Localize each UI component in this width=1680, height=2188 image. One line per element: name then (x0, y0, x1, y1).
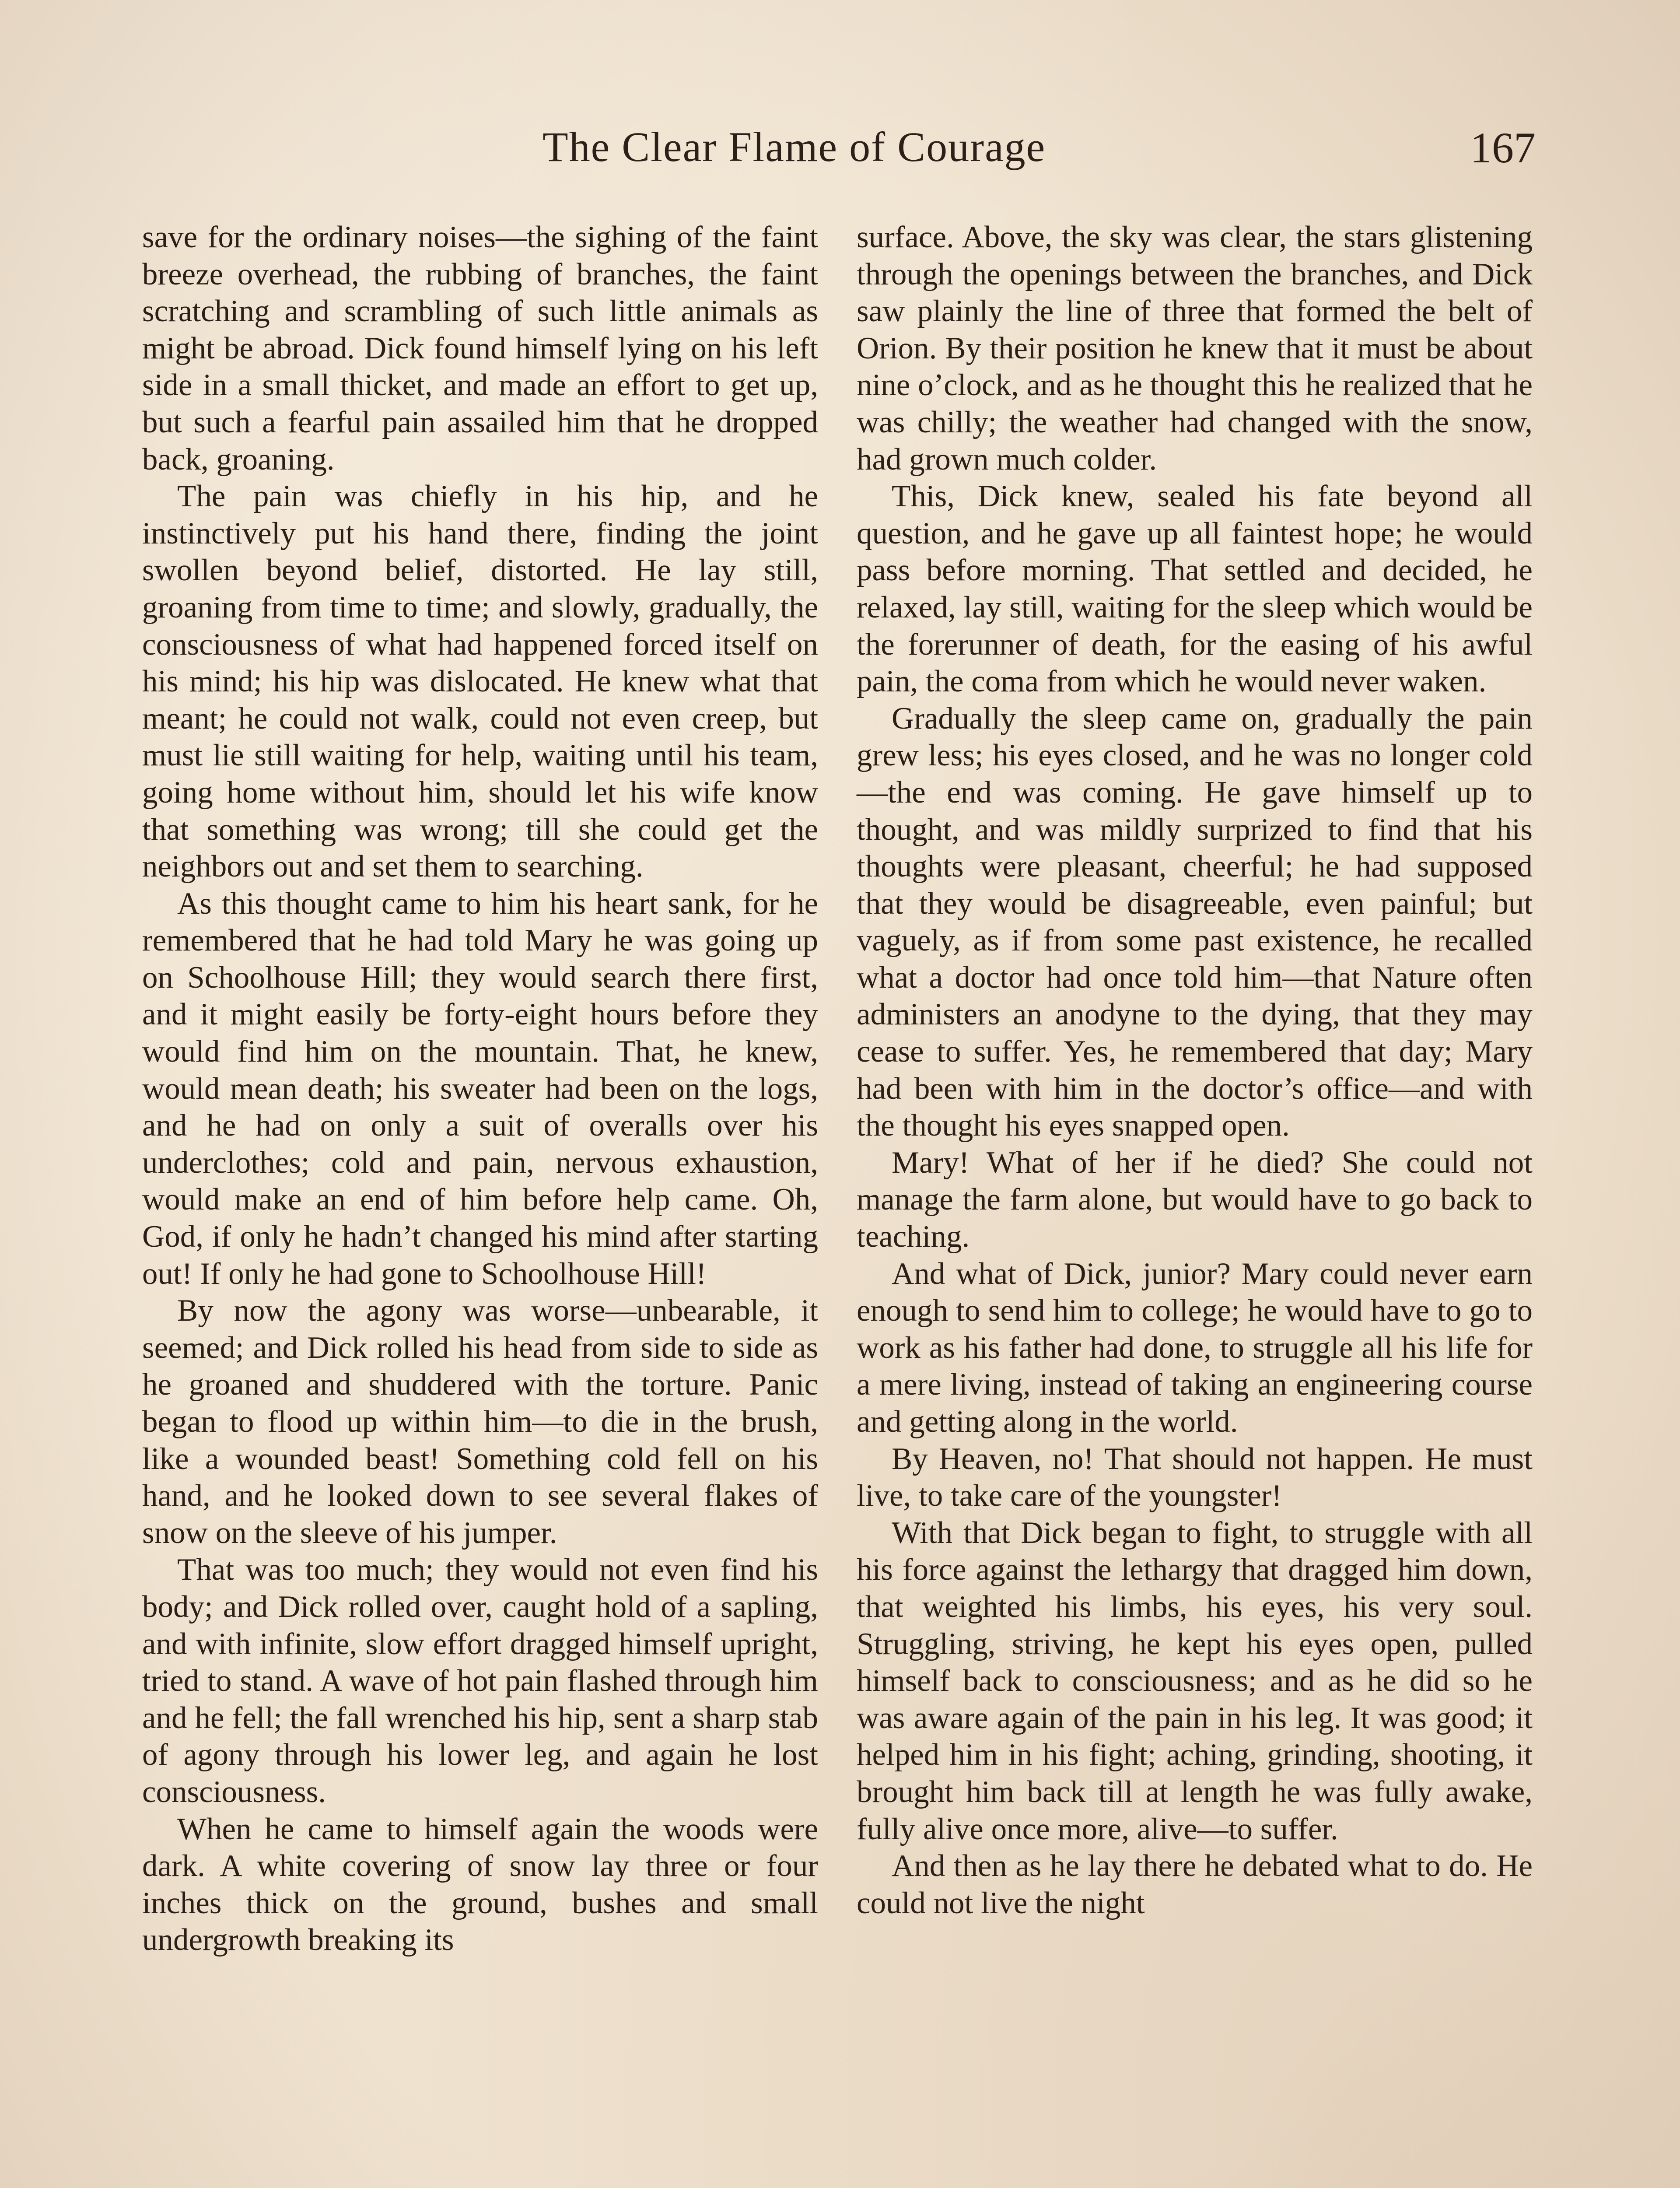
paragraph: The pain was chiefly in his hip, and he instinctively put his hand there, finding the joint swollen beyond belief, distorted. He lay still, groaning from time to time; and slowly, gradually, the consciousness of what had happened forced itself on his mind; his hip was dislocated. He knew what that meant; he could not walk, could not even creep, but must lie still waiting for help, waiting until his team, going home without him, should let his wife know that something was wrong; till she could get the neighbors out and set them to searching. (142, 479, 818, 884)
paragraph: And then as he lay there he debated what to do. He could not live the night (857, 1849, 1533, 1920)
right-column (857, 219, 1533, 1922)
page-header (0, 123, 1680, 184)
paragraph: And what of Dick, junior? Mary could never earn enough to send him to college; he would have to go to work as his father had done, to struggle all his life for a mere living, instead of taking an engineering course and getting along in the world. (857, 1256, 1533, 1439)
left-column (142, 219, 818, 1959)
paragraph: save for the ordinary noises—the sighing of the faint breeze overhead, the rubbing of branches, the faint scratching and scrambling of such little animals as might be abroad. Dick found himself lying on his left side in a small thicket, and made an effort to get up, but such a fearful pain assailed him that he dropped back, groaning. (142, 220, 818, 477)
paragraph: By Heaven, no! That should not happen. He must live, to take care of the youngster! (857, 1441, 1533, 1513)
running-title: The Clear Flame of Courage (542, 123, 1046, 170)
paragraph: surface. Above, the sky was clear, the stars glistening through the openings between the branches, and Dick saw plainly the line of three that formed the belt of Orion. By their position he knew that it must be about nine o’clock, and as he thought this he realized that he was chilly; the weather had changed with the snow, had grown much colder. (857, 220, 1533, 477)
paragraph: That was too much; they would not even find his body; and Dick rolled over, caught hold of a sapling, and with infinite, slow effort dragged himself upright, tried to stand. A wave of hot pain flashed through him and he fell; the fall wrenched his hip, sent a sharp stab of agony through his lower leg, and again he lost consciousness. (142, 1553, 818, 1809)
paragraph: When he came to himself again the woods were dark. A white covering of snow lay three or four inches thick on the ground, bushes and small undergrowth breaking its (142, 1812, 818, 1957)
paragraph: Mary! What of her if he died? She could not manage the farm alone, but would have to go back to teaching. (857, 1145, 1533, 1254)
paragraph: With that Dick began to fight, to struggle with all his force against the lethargy that dragged him down, that weighted his limbs, his eyes, his very soul. Struggling, striving, he kept his eyes open, pulled himself back to consciousness; and as he did so he was aware again of the pain in his leg. It was good; it helped him in his fight; aching, grinding, shooting, it brought him back till at length he was fully awake, fully alive once more, alive—to suffer. (857, 1515, 1533, 1846)
page-number: 167 (1470, 123, 1536, 172)
paragraph: As this thought came to him his heart sank, for he remembered that he had told Mary he was going up on Schoolhouse Hill; they would search there first, and it might easily be forty-eight hours before they would find him on the mountain. That, he knew, would mean death; his sweater had been on the logs, and he had on only a suit of overalls over his underclothes; cold and pain, nervous exhaustion, would make an end of him before help came. Oh, God, if only he hadn’t changed his mind after starting out! If only he had gone to Schoolhouse Hill! (142, 886, 818, 1291)
paragraph: By now the agony was worse—unbearable, it seemed; and Dick rolled his head from side to side as he groaned and shuddered with the torture. Panic began to flood up within him—to die in the brush, like a wounded beast! Something cold fell on his hand, and he looked down to see several flakes of snow on the sleeve of his jumper. (142, 1294, 818, 1550)
paragraph: Gradually the sleep came on, gradually the pain grew less; his eyes closed, and he was no longer cold—the end was coming. He gave himself up to thought, and was mildly surprized to find that his thoughts were pleasant, cheerful; he had supposed that they would be disagreeable, even painful; but vaguely, as if from some past existence, he recalled what a doctor had once told him—that Nature often administers an anodyne to the dying, that they may cease to suffer. Yes, he remembered that day; Mary had been with him in the doctor’s office—and with the thought his eyes snapped open. (857, 701, 1533, 1143)
paragraph: This, Dick knew, sealed his fate beyond all question, and he gave up all faintest hope; he would pass before morning. That settled and decided, he relaxed, lay still, waiting for the sleep which would be the forerunner of death, for the easing of his awful pain, the coma from which he would never waken. (857, 479, 1533, 699)
